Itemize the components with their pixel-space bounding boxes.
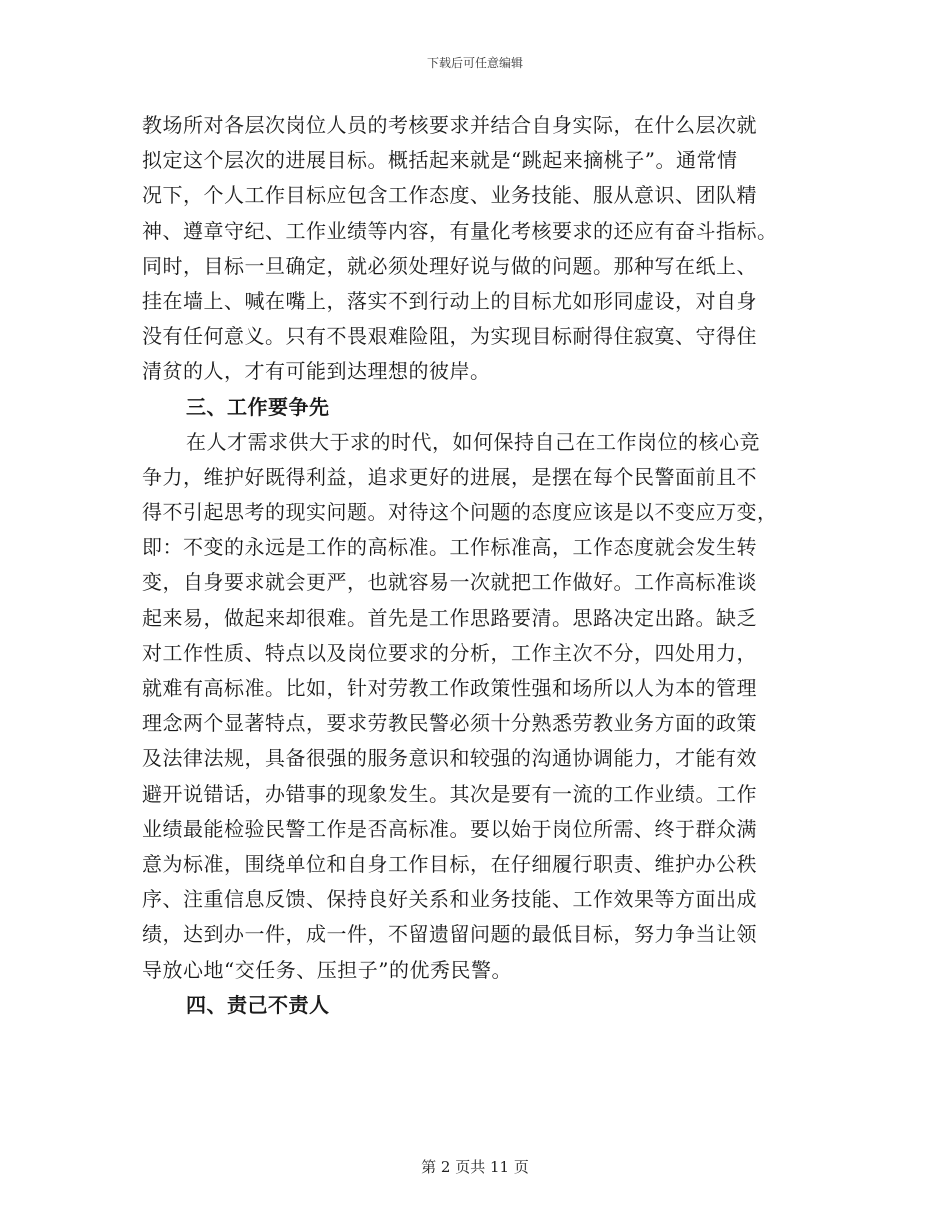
text-line: 没有任何意义。只有不畏艰难险阻，为实现目标耐得住寂寞、守得住 xyxy=(142,324,757,349)
section-heading: 三、工作要争先 xyxy=(186,394,330,419)
text-line: 绩，达到办一件，成一件，不留遗留问题的最低目标，努力争当让领 xyxy=(142,922,757,947)
text-line: 业绩最能检验民警工作是否高标准。要以始于岗位所需、终于群众满 xyxy=(142,816,757,841)
text-line: 导放心地“交任务、压担子”的优秀民警。 xyxy=(142,957,512,982)
text-line: 避开说错话，办错事的现象发生。其次是要有一流的工作业绩。工作 xyxy=(142,781,757,806)
text-line: 同时，目标一旦确定，就必须处理好说与做的问题。那种写在纸上、 xyxy=(142,253,757,278)
text-line: 起来易，做起来却很难。首先是工作思路要清。思路决定出路。缺乏 xyxy=(142,605,757,630)
text-line: 及法律法规，具备很强的服务意识和较强的沟通协调能力，才能有效 xyxy=(142,746,757,771)
text-line: 就难有高标准。比如，针对劳教工作政策性强和场所以人为本的管理 xyxy=(142,676,757,700)
section-heading: 四、责己不责人 xyxy=(186,992,330,1017)
text-line: 神、遵章守纪、工作业绩等内容，有量化考核要求的还应有奋斗指标。 xyxy=(142,218,778,243)
text-line: 即：不变的永远是工作的高标准。工作标准高，工作态度就会发生转 xyxy=(142,535,757,560)
text-line: 况下，个人工作目标应包含工作态度、业务技能、服从意识、团队精 xyxy=(142,183,757,208)
page-header: 下载后可任意编辑 xyxy=(426,56,523,70)
text-line: 争力，维护好既得利益，追求更好的进展，是摆在每个民警面前且不 xyxy=(142,464,757,489)
text-line: 教场所对各层次岗位人员的考核要求并结合自身实际，在什么层次就 xyxy=(142,113,757,137)
text-line: 清贫的人，才有可能到达理想的彼岸。 xyxy=(142,359,491,384)
text-line: 意为标准，围绕单位和自身工作目标，在仔细履行职责、维护办公秩 xyxy=(142,851,757,876)
document-body xyxy=(142,108,802,1023)
text-line: 对工作性质、特点以及岗位要求的分析，工作主次不分，四处用力， xyxy=(142,640,757,665)
text-line: 序、注重信息反馈、保持良好关系和业务技能、工作效果等方面出成 xyxy=(142,887,757,912)
text-line: 在人才需求供大于求的时代，如何保持自己在工作岗位的核心竞 xyxy=(186,429,760,454)
text-line: 理念两个显著特点，要求劳教民警必须十分熟悉劳教业务方面的政策 xyxy=(142,711,757,736)
page-footer: 第 2 页共 11 页 xyxy=(421,1158,529,1176)
text-line: 变，自身要求就会更严，也就容易一次就把工作做好。工作高标准谈 xyxy=(142,570,757,595)
text-line: 得不引起思考的现实问题。对待这个问题的态度应该是以不变应万变， xyxy=(142,500,778,525)
text-line: 挂在墙上、喊在嘴上，落实不到行动上的目标尤如形同虚设，对自身 xyxy=(142,288,757,313)
text-line: 拟定这个层次的进展目标。概括起来就是“跳起来摘桃子”。通常情 xyxy=(142,148,738,173)
